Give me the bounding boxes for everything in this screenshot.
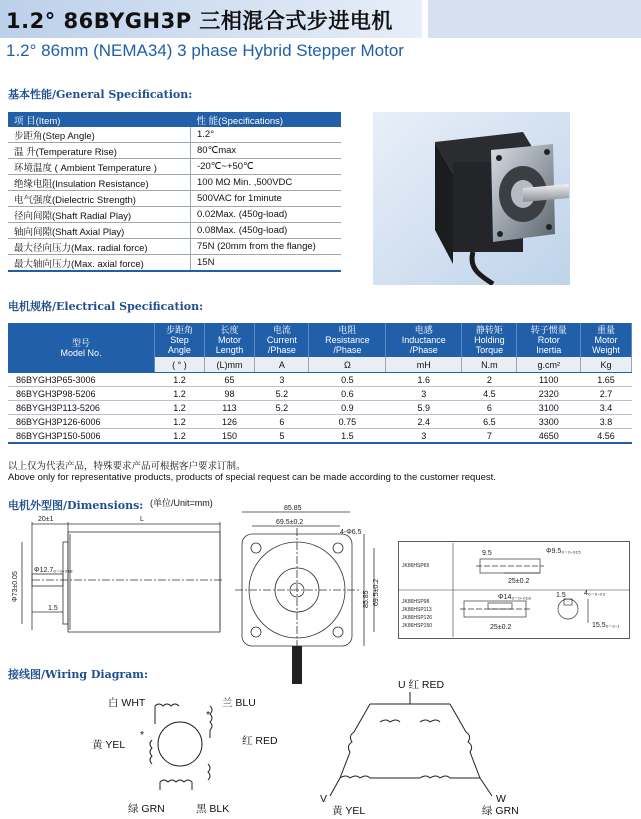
electrical-value-cell: 3300 [517, 415, 581, 429]
shaft-dim-length-2: 25±0.2 [490, 624, 512, 631]
electrical-unit-cell: mH [386, 357, 462, 373]
electrical-row [8, 415, 632, 429]
spec-value-cell: -20℃~+50℃ [191, 159, 342, 175]
electrical-value-cell: 3.8 [581, 415, 632, 429]
spec-value-cell: 500VAC for 1minute [191, 191, 342, 207]
terminal-v-label: V [320, 793, 328, 805]
dim-shaft-length: 20±1 [38, 516, 54, 523]
electrical-header-line: 静转矩 [475, 325, 503, 335]
electrical-value-cell: 1.6 [386, 373, 462, 387]
shaft-dim-flat: 9.5 [482, 550, 492, 557]
general-spec-row [8, 239, 341, 255]
electrical-value-cell: 6.5 [462, 415, 517, 429]
electrical-value-cell: 2 [462, 373, 517, 387]
electrical-value-cell: 1.2 [155, 429, 205, 444]
dimensions-unit-note: (单位/Unit=mm) [150, 498, 213, 508]
electrical-value-cell: 2.4 [386, 415, 462, 429]
general-spec-header-spec: 性 能(Specifications) [191, 112, 342, 127]
spec-item-cell: 绝缘电阻(Insulation Resistance) [8, 175, 191, 191]
electrical-value-cell: 5.2 [255, 387, 309, 401]
electrical-value-cell: 150 [204, 429, 254, 444]
wiring-diagram-left [60, 684, 310, 818]
spec-item-cell: 径向间隙(Shaft Radial Play) [8, 207, 191, 223]
spec-item-cell: 电气强度(Dielectric Strength) [8, 191, 191, 207]
electrical-row [8, 373, 632, 387]
dim-outer-width: 85.85 [284, 505, 302, 512]
electrical-header-line: Holding [474, 335, 505, 345]
general-spec-body [8, 127, 341, 271]
wire-green-label: 绿 GRN [128, 803, 165, 815]
general-spec-row [8, 175, 341, 191]
shaft-model-1: JK86HSP65 [402, 563, 430, 569]
electrical-value-cell: 98 [204, 387, 254, 401]
electrical-header-line: /Phase [267, 345, 296, 355]
motor-illustration [373, 112, 570, 285]
general-spec-row [8, 207, 341, 223]
electrical-value-cell: 4.56 [581, 429, 632, 444]
dim-bolt-spacing: 69.5±0.2 [276, 519, 304, 526]
dim-shaft-diameter: Φ12.7₀₋₀.₀₁₈ [34, 567, 73, 574]
electrical-header-line: Length [215, 345, 244, 355]
electrical-value-cell: 1.2 [155, 373, 205, 387]
electrical-value-cell: 1.2 [155, 415, 205, 429]
electrical-value-cell: 113 [204, 401, 254, 415]
wiring-heading: 接线图/Wiring Diagram: [8, 668, 149, 681]
model-number-cell: 86BYGH3P65-3006 [8, 373, 155, 387]
electrical-value-cell: 0.5 [309, 373, 386, 387]
terminal-u-label: U 红 RED [398, 679, 445, 691]
electrical-header-line: Weight [592, 345, 620, 355]
wire-black-label: 黑 BLK [196, 803, 230, 815]
wire-red-label: 红 RED [242, 735, 278, 747]
electrical-header-line: 电流 [272, 325, 291, 335]
wiring-diagram-right [310, 672, 630, 818]
electrical-header-cell [386, 323, 462, 357]
shaft-dim-dia-large: Φ14₀₋₀.₀₁₈ [498, 594, 531, 601]
spec-item-cell: 环境温度 ( Ambient Temperature ) [8, 159, 191, 175]
dimensions-heading: 电机外型图/Dimensions: [8, 499, 144, 512]
electrical-value-cell: 2.7 [581, 387, 632, 401]
electrical-value-cell: 1.2 [155, 401, 205, 415]
electrical-unit-cell: Kg [581, 357, 632, 373]
electrical-header-line: Step [170, 335, 189, 345]
electrical-unit-cell: ( ° ) [155, 357, 205, 373]
general-spec-row [8, 159, 341, 175]
side-view-drawing [8, 512, 230, 642]
electrical-spec-heading: 电机规格/Electrical Specification: [8, 300, 204, 313]
spec-value-cell: 0.02Max. (450g-load) [191, 207, 342, 223]
electrical-value-cell: 6 [255, 415, 309, 429]
electrical-header-line: 电感 [414, 325, 433, 335]
electrical-header-cell [462, 323, 517, 357]
electrical-row [8, 401, 632, 415]
spec-item-cell: 温 升(Temperature Rise) [8, 143, 191, 159]
electrical-header-line: Resistance [325, 335, 370, 345]
model-number-cell: 86BYGH3P98-5206 [8, 387, 155, 401]
shaft-model-4: JK86HSP126 [402, 615, 433, 621]
shaft-dim-keywidth: 4₀₋₀.₀₃ [584, 590, 606, 597]
shaft-dim-keydepth: 15.5₀₋₀.₁ [592, 622, 620, 629]
electrical-header-line: Rotor [537, 335, 560, 345]
spec-value-cell: 1.2° [191, 127, 342, 143]
dim-outer-height: 85.85 [363, 590, 370, 608]
page-title: 1.2° 86BYGH3P 三相混合式步进电机 [6, 9, 393, 33]
spec-item-cell: 步距角(Step Angle) [8, 127, 191, 143]
electrical-header-line: /Phase [333, 345, 362, 355]
electrical-unit-cell: (L)mm [204, 357, 254, 373]
electrical-value-cell: 0.9 [309, 401, 386, 415]
terminal-v-color: 黄 YEL [332, 805, 366, 817]
electrical-header-line: Torque [475, 345, 504, 355]
electrical-header-cell [204, 323, 254, 357]
electrical-header-line: Motor [594, 335, 618, 345]
electrical-header-line: Model No. [60, 347, 102, 358]
electrical-spec-table [8, 323, 632, 444]
electrical-value-cell: 3.4 [581, 401, 632, 415]
electrical-value-cell: 3100 [517, 401, 581, 415]
electrical-spec-body [8, 373, 632, 444]
electrical-value-cell: 5 [255, 429, 309, 444]
wire-blue-label: 兰 BLU [222, 697, 256, 709]
electrical-header-line: Inertia [536, 345, 562, 355]
electrical-value-cell: 2320 [517, 387, 581, 401]
electrical-header-row [8, 323, 632, 357]
motor-photo [373, 112, 570, 285]
electrical-header-cell [8, 323, 155, 373]
electrical-header-line: Motor [217, 335, 241, 345]
terminal-w-label: W [496, 793, 506, 805]
electrical-header-line: /Phase [409, 345, 438, 355]
electrical-header-line: 长度 [220, 325, 239, 335]
shaft-model-3: JK86HSP113 [402, 607, 432, 613]
polarity-mark-blue: * [206, 709, 211, 721]
electrical-value-cell: 65 [204, 373, 254, 387]
electrical-header-line: 型号 [72, 337, 91, 348]
electrical-value-cell: 0.6 [309, 387, 386, 401]
shaft-model-5: JK86HSP150 [402, 623, 433, 629]
wire-white-label: 白 WHT [108, 697, 146, 709]
spec-value-cell: 0.08Max. (450g-load) [191, 223, 342, 239]
electrical-value-cell: 3 [386, 387, 462, 401]
electrical-value-cell: 1.5 [309, 429, 386, 444]
general-spec-table [8, 112, 341, 272]
electrical-header-line: Angle [167, 345, 191, 355]
spec-value-cell: 15N [191, 255, 342, 272]
spec-value-cell: 75N (20mm from the flange) [191, 239, 342, 255]
electrical-header-cell [155, 323, 205, 357]
electrical-row [8, 429, 632, 444]
electrical-unit-cell: g.cm² [517, 357, 581, 373]
electrical-value-cell: 5.2 [255, 401, 309, 415]
general-spec-row [8, 127, 341, 143]
electrical-header-line: 重量 [597, 325, 616, 335]
electrical-value-cell: 4.5 [462, 387, 517, 401]
electrical-value-cell: 0.75 [309, 415, 386, 429]
electrical-unit-cell: Ω [309, 357, 386, 373]
wire-yellow-label: 黄 YEL [92, 739, 126, 751]
note-chinese: 以上仅为代表产品，特殊要求产品可根据客户要求订制。 [8, 461, 246, 472]
electrical-value-cell: 126 [204, 415, 254, 429]
shaft-model-2: JK86HSP98 [402, 599, 430, 605]
electrical-value-cell: 5.9 [386, 401, 462, 415]
note-english: Above only for representative products, products of special request can be made according to the customer request. [8, 472, 496, 483]
general-spec-heading: 基本性能/General Specification: [8, 88, 193, 101]
shaft-detail-drawing [398, 541, 630, 639]
dim-body-length: L [140, 516, 144, 523]
electrical-header-cell [517, 323, 581, 357]
electrical-unit-cell: N.m [462, 357, 517, 373]
model-number-cell: 86BYGH3P126-6006 [8, 415, 155, 429]
electrical-header-line: 电阻 [338, 325, 357, 335]
electrical-header-cell [255, 323, 309, 357]
electrical-header-cell [309, 323, 386, 357]
electrical-value-cell: 1.2 [155, 387, 205, 401]
electrical-spec-header [8, 323, 632, 373]
dim-flange-thickness: 1.5 [48, 605, 58, 612]
general-spec-row [8, 223, 341, 239]
general-spec-row [8, 143, 341, 159]
electrical-value-cell: 3 [255, 373, 309, 387]
electrical-unit-cell: A [255, 357, 309, 373]
electrical-header-line: Inductance [401, 335, 446, 345]
spec-value-cell: 100 MΩ Min. ,500VDC [191, 175, 342, 191]
electrical-value-cell: 6 [462, 401, 517, 415]
model-number-cell: 86BYGH3P113-5206 [8, 401, 155, 415]
dim-pilot-diameter: Φ73±0.05 [12, 571, 19, 602]
shaft-dim-dia-small: Φ9.5₀₋₀.₀₁₅ [546, 548, 581, 555]
electrical-row [8, 387, 632, 401]
terminal-w-color: 绿 GRN [482, 805, 519, 817]
polarity-mark-yellow: * [140, 729, 145, 741]
shaft-dim-key: 1.5 [556, 592, 566, 599]
model-number-cell: 86BYGH3P150-5006 [8, 429, 155, 444]
title-band-accent [428, 0, 641, 38]
general-spec-row [8, 191, 341, 207]
dim-bolt-height: 69.5±0.2 [373, 578, 380, 606]
electrical-value-cell: 1100 [517, 373, 581, 387]
electrical-value-cell: 1.65 [581, 373, 632, 387]
electrical-value-cell: 7 [462, 429, 517, 444]
electrical-header-cell [581, 323, 632, 357]
general-spec-header-row [8, 112, 341, 127]
electrical-header-line: 步距角 [165, 325, 193, 335]
electrical-value-cell: 3 [386, 429, 462, 444]
shaft-dim-length-1: 25±0.2 [508, 578, 530, 585]
spec-item-cell: 最大轴向压力(Max. axial force) [8, 255, 191, 272]
electrical-header-line: 转子惯量 [530, 325, 567, 335]
spec-item-cell: 轴向间隙(Shaft Axial Play) [8, 223, 191, 239]
spec-value-cell: 80℃max [191, 143, 342, 159]
general-spec-row [8, 255, 341, 272]
front-view-drawing [232, 500, 392, 686]
spec-item-cell: 最大径向压力(Max. radial force) [8, 239, 191, 255]
general-spec-header-item: 项 目(Item) [8, 112, 191, 127]
electrical-header-line: Current [266, 335, 297, 345]
electrical-value-cell: 4650 [517, 429, 581, 444]
page-subtitle: 1.2° 86mm (NEMA34) 3 phase Hybrid Stepper Motor [6, 41, 404, 60]
dim-mount-hole: 4-Φ6.5 [340, 529, 362, 536]
